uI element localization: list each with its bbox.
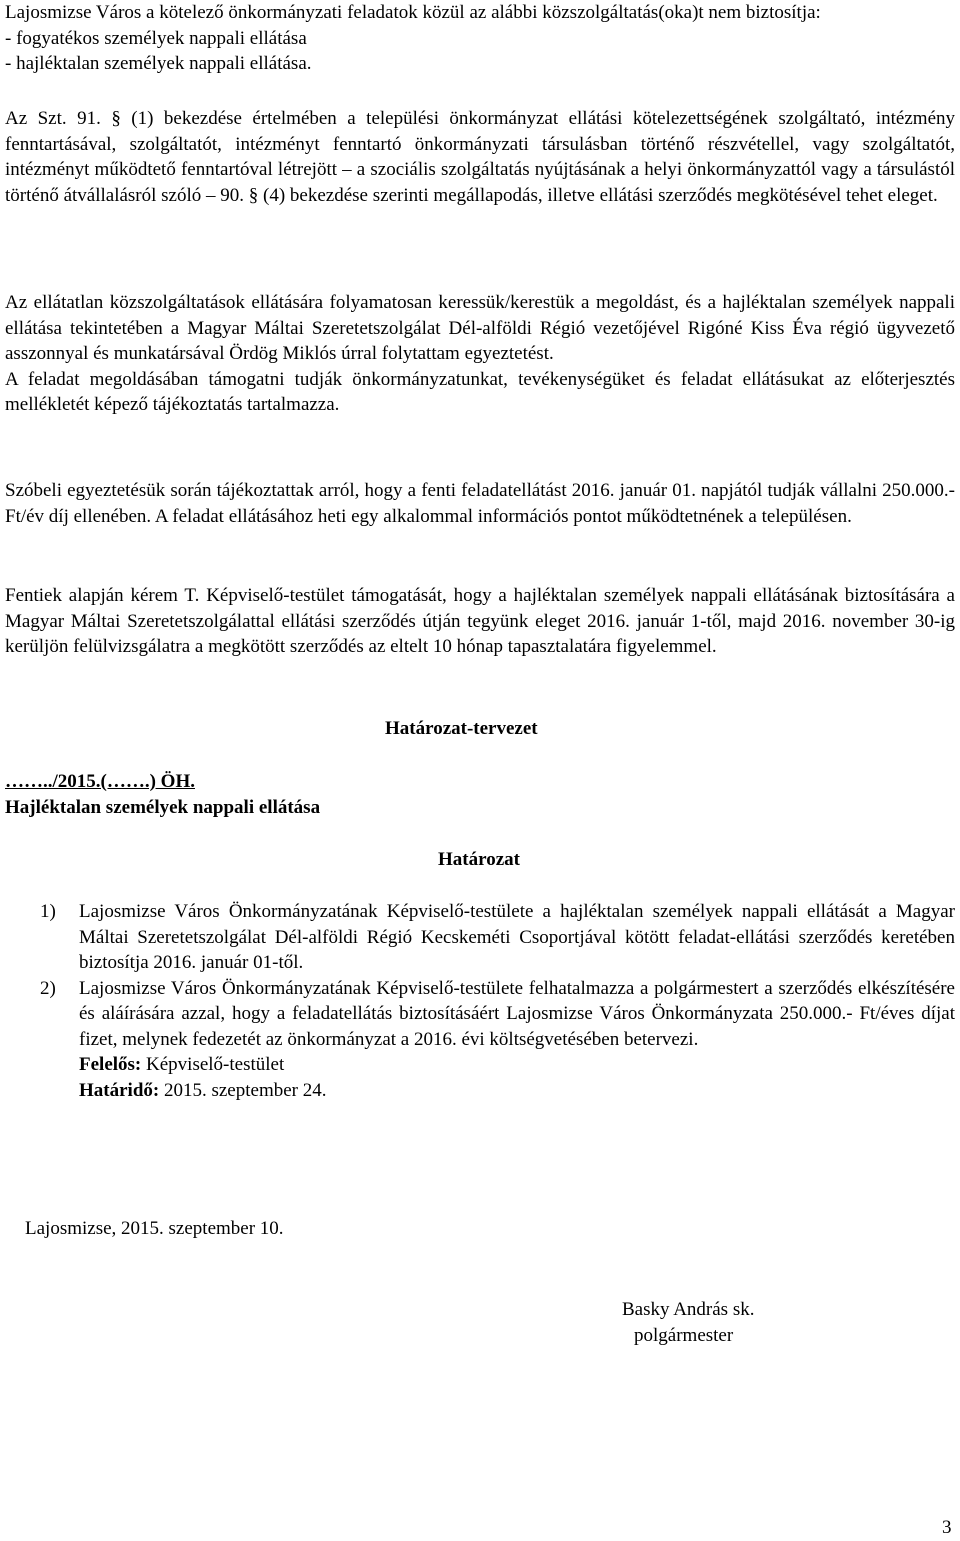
responsible-label: Felelős:: [79, 1054, 142, 1075]
resolution-item-text: Lajosmizse Város Önkormányzatának Képviselő-testülete felhatalmazza a polgármestert a szerződés elkészítésére és aláírására azzal, hogy a feladatellátás biztosításáért Lajosmizse Város Önkormányzata 250.000.- Ft/éves díjat fizet, melynek fedezetét az önkormányzat a 2016. évi költségvetésében betervezi.: [79, 977, 955, 1050]
resolution-item: [40, 899, 955, 976]
law-paragraph: Az Szt. 91. § (1) bekezdése értelmében a települési önkormányzat ellátási kötelezettségének szolgáltató, intézmény fenntartásával, szolgáltatót, intézményt fenntartó önkormányzati társulásban történő részvétellel, vagy szolgáltatót, intézményt működtető fenntartóval létrejött – a szociális szolgáltatás nyújtásának a helyi önkormányzattól vagy a társulástól történő átvállalásról szóló – 90. § (4) bekezdése szerinti megállapodás, illetve ellátási szerződés megkötésével tehet eleget.: [5, 108, 955, 206]
resolution-item-number: 2): [40, 977, 56, 999]
resolution-subject: Hajléktalan személyek nappali ellátása: [5, 797, 321, 818]
deadline-line: [79, 1078, 955, 1104]
signatory-name: Basky András sk.: [622, 1299, 755, 1320]
draft-title: Határozat-tervezet: [385, 718, 538, 739]
intro-bullet-disabled: - fogyatékos személyek nappali ellátása: [5, 27, 307, 49]
deadline-label: Határidő:: [79, 1079, 160, 1101]
consultation-section: [5, 290, 955, 418]
consultation-paragraph: Az ellátatlan közszolgáltatások ellátására folyamatosan keressük/kerestük a megoldást, és a hajléktalan személyek nappali ellátása tekintetében a Magyar Máltai Szeretetszolgálat Dél-alföldi Régió vezetőjével Rigóné Kiss Éva régió ügyvezető asszonnyal és munkatársával Ördög Miklós úrral folytattam egyeztetést.: [5, 292, 955, 364]
resolution-item: [40, 976, 955, 1053]
support-paragraph: A feladat megoldásában támogatni tudják önkormányzatunkat, tevékenységüket és feladat ellátásukat az előterjesztés mellékletét képező tájékoztatás tartalmazza.: [5, 368, 955, 415]
resolution-item-number: 1): [40, 901, 56, 922]
responsible-value: Képviselő-testület: [146, 1054, 285, 1075]
deadline-value: 2015. szeptember 24.: [163, 1079, 327, 1101]
resolution-number: ……../2015.(…….) ÖH.: [5, 771, 195, 792]
responsible-line: [79, 1052, 955, 1078]
resolution-list: [40, 899, 955, 1103]
request-paragraph: Fentiek alapján kérem T. Képviselő-testület támogatását, hogy a hajléktalan személyek nappali ellátásának biztosítására a Magyar Máltai Szeretetszolgálattal ellátási szerződés útján tegyünk eleget 2016. január 1-től, majd 2016. november 30-ig kerüljön felülvizsgálatra a megkötött szerződés az eltelt 10 hónap tapasztalatára figyelemmel.: [5, 585, 955, 657]
intro-section: [5, 0, 955, 77]
request-section: [5, 583, 955, 660]
resolution-item-text: Lajosmizse Város Önkormányzatának Képviselő-testülete a hajléktalan személyek nappali ellátását a Magyar Máltai Szeretetszolgálat Dél-alföldi Régió Kecskeméti Csoportjával kötött feladat-ellátási szerződés keretében biztosítja 2016. január 01-től.: [79, 901, 955, 973]
intro-bullet-homeless: - hajléktalan személyek nappali ellátása.: [5, 53, 312, 74]
offer-section: [5, 478, 955, 529]
intro-line: Lajosmizse Város a kötelező önkormányzati feladatok közül az alábbi közszolgáltatás(oka)t nem biztosítja:: [5, 2, 821, 23]
resolution-title: Határozat: [438, 849, 520, 870]
signatory-title: polgármester: [634, 1325, 734, 1346]
resolution-meta: [40, 1052, 955, 1103]
page-number: 3: [942, 1517, 952, 1538]
law-paragraph-section: [5, 106, 955, 208]
place-date: Lajosmizse, 2015. szeptember 10.: [25, 1218, 284, 1239]
offer-paragraph: Szóbeli egyeztetésük során tájékoztattak arról, hogy a fenti feladatellátást 2016. január 01. napjától tudják vállalni 250.000.- Ft/év díj ellenében. A feladat ellátásához heti egy alkalommal információs pontot működtetnének a településen.: [5, 480, 955, 527]
